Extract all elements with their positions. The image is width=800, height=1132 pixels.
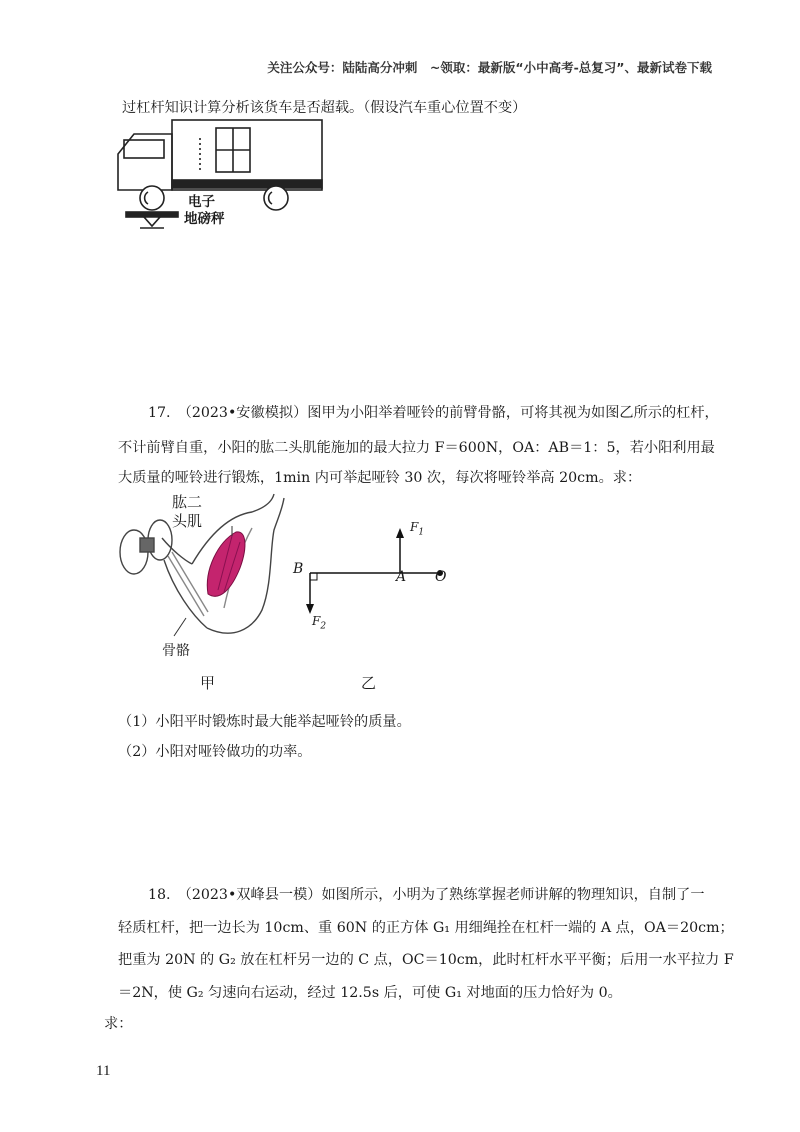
- q18-line-4: ＝2N，使 G₂ 匀速向右运动，经过 12.5s 后，可使 G₁ 对地面的压力恰好为 0。: [118, 985, 622, 1001]
- force-f1-subscript: 1: [418, 527, 425, 538]
- point-b-label: B: [293, 561, 304, 577]
- point-o-label: O: [435, 569, 447, 585]
- page-number: 11: [96, 1063, 111, 1079]
- force-f1-label: [410, 520, 424, 537]
- force-f1-letter: F: [410, 520, 419, 534]
- q17-sub-2: （2）小阳对哑铃做功的功率。: [118, 744, 312, 760]
- figure-caption-yi: 乙: [361, 674, 377, 692]
- force-f2-letter: F: [312, 614, 321, 628]
- muscle-label-1: 肱二: [172, 493, 203, 511]
- q18-line-2: 轻质杠杆，把一边长为 10cm、重 60N 的正方体 G₁ 用细绳拴在杠杆一端的 A 点，OA＝20cm；: [118, 920, 734, 936]
- force-f2-subscript: 2: [320, 621, 327, 632]
- point-a-label: A: [396, 569, 407, 585]
- page-header: 关注公众号：陆陆高分冲刺 ~领取：最新版“小中高考-总复习”、最新试卷下载: [267, 60, 712, 75]
- q17-line-1: 17. （2023•安徽模拟）图甲为小阳举着哑铃的前臂骨骼，可将其视为如图乙所示的杠杆，: [148, 405, 719, 421]
- bone-pointer-line: [174, 618, 186, 636]
- intro-text: 过杠杆知识计算分析该货车是否超载。（假设汽车重心位置不变）: [122, 100, 527, 116]
- q18-line-1: 18. （2023•双峰县一模）如图所示，小明为了熟练掌握老师讲解的物理知识，自制了一: [148, 887, 705, 903]
- q18-line-3: 把重为 20N 的 G₂ 放在杠杆另一边的 C 点，OC＝10cm，此时杠杆水平平衡；后用一水平拉力 F: [118, 952, 734, 968]
- muscle-label-2: 头肌: [172, 512, 203, 530]
- bone-label: 骨骼: [162, 643, 190, 659]
- truck-label-2: 地磅秤: [184, 211, 225, 227]
- right-angle-mark: [310, 573, 317, 580]
- q18-line-5: 求：: [104, 1016, 133, 1032]
- truck-icon: [118, 120, 322, 210]
- q17-line-2: 不计前臂自重，小阳的肱二头肌能施加的最大拉力 F＝600N，OA：AB＝1：5，若小阳利用最: [118, 440, 715, 456]
- q17-line-3: 大质量的哑铃进行锻炼，1min 内可举起哑铃 30 次，每次将哑铃举高 20cm。求：: [118, 470, 642, 486]
- scale-icon: [126, 212, 178, 228]
- truck-label-1: 电子: [188, 194, 215, 210]
- force-f2-arrow: [306, 573, 314, 614]
- force-f1-arrow: [396, 528, 404, 573]
- figure-caption-jia: 甲: [200, 674, 216, 692]
- force-f2-label: [312, 614, 326, 631]
- q17-sub-1: （1）小阳平时锻炼时最大能举起哑铃的质量。: [118, 714, 411, 730]
